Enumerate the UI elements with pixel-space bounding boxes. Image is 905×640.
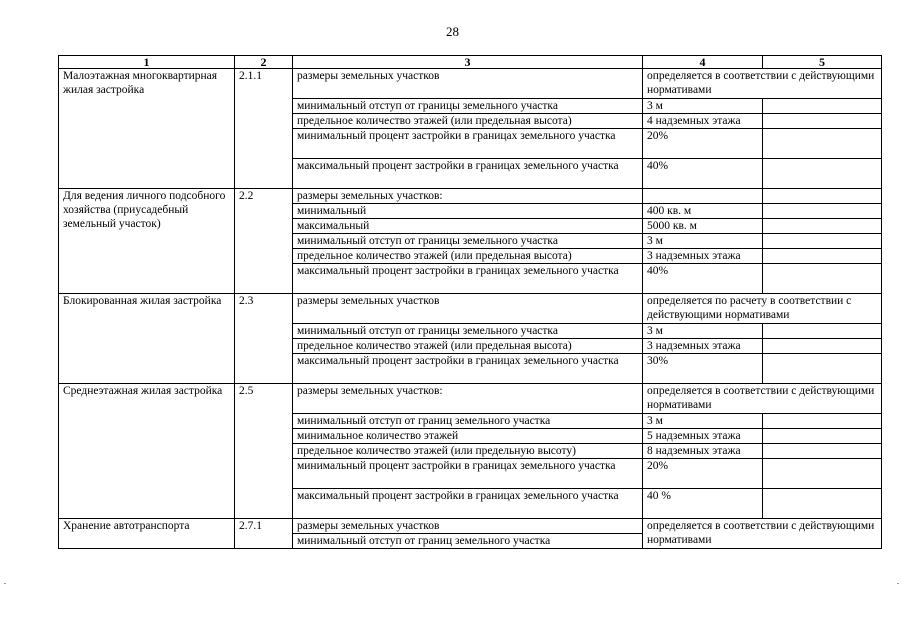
note-cell <box>763 159 882 189</box>
parameter-cell: минимальный отступ от границ земельного участка <box>293 414 643 429</box>
note-cell <box>763 339 882 354</box>
land-use-code: 2.2 <box>235 189 293 294</box>
value-cell: 20% <box>643 459 763 489</box>
value-cell: 5 надземных этажа <box>643 429 763 444</box>
land-use-name: Блокированная жилая застройка <box>59 294 235 384</box>
parameter-cell: минимальный отступ от границ земельного участка <box>293 534 643 549</box>
note-cell <box>763 459 882 489</box>
table-row <box>59 69 882 99</box>
value-cell: определяется в соответствии с действующими нормативами <box>643 384 882 414</box>
note-cell <box>763 444 882 459</box>
value-cell: 4 надземных этажа <box>643 114 763 129</box>
table-row <box>59 519 882 534</box>
page-number: 28 <box>446 24 459 39</box>
parameter-cell: максимальный процент застройки в границах земельного участка <box>293 489 643 519</box>
land-use-code: 2.5 <box>235 384 293 519</box>
value-cell: 30% <box>643 354 763 384</box>
header-col-3: 3 <box>293 56 643 69</box>
value-cell: 5000 кв. м <box>643 219 763 234</box>
note-cell <box>763 234 882 249</box>
parameter-cell: минимальный отступ от границы земельного участка <box>293 234 643 249</box>
header-col-1: 1 <box>59 56 235 69</box>
parameter-cell: максимальный процент застройки в границах земельного участка <box>293 159 643 189</box>
land-use-table <box>58 55 882 549</box>
parameter-cell: размеры земельных участков <box>293 519 643 534</box>
value-cell: определяется по расчету в соответствии с действующими нормативами <box>643 294 882 324</box>
land-use-name: Для ведения личного подсобного хозяйства (приусадебный земельный участок) <box>59 189 235 294</box>
table-body <box>59 69 882 549</box>
value-cell: 40 % <box>643 489 763 519</box>
parameter-cell: предельное количество этажей (или предельную высоту) <box>293 444 643 459</box>
note-cell <box>763 129 882 159</box>
value-cell: 3 м <box>643 324 763 339</box>
table-row <box>59 384 882 414</box>
value-cell <box>643 189 763 204</box>
note-cell <box>763 489 882 519</box>
parameter-cell: минимальный отступ от границы земельного участка <box>293 99 643 114</box>
parameter-cell: максимальный процент застройки в границах земельного участка <box>293 354 643 384</box>
header-row <box>59 56 882 69</box>
parameter-cell: размеры земельных участков: <box>293 189 643 204</box>
scan-mark-left <box>4 583 6 584</box>
parameter-cell: максимальный <box>293 219 643 234</box>
parameter-cell: размеры земельных участков: <box>293 384 643 414</box>
parameter-cell: предельное количество этажей (или предельная высота) <box>293 339 643 354</box>
note-cell <box>763 324 882 339</box>
note-cell <box>763 429 882 444</box>
parameter-cell: размеры земельных участков <box>293 69 643 99</box>
header-col-5: 5 <box>763 56 882 69</box>
value-cell: 40% <box>643 264 763 294</box>
land-use-name: Среднеэтажная жилая застройка <box>59 384 235 519</box>
value-cell: 20% <box>643 129 763 159</box>
parameter-cell: предельное количество этажей (или предельная высота) <box>293 249 643 264</box>
parameter-cell: предельное количество этажей (или предельная высота) <box>293 114 643 129</box>
note-cell <box>763 414 882 429</box>
note-cell <box>763 114 882 129</box>
note-cell <box>763 189 882 204</box>
value-cell: 3 м <box>643 99 763 114</box>
table-row <box>59 189 882 204</box>
value-cell: 3 м <box>643 414 763 429</box>
parameter-cell: минимальный отступ от границы земельного участка <box>293 324 643 339</box>
parameter-cell: минимальный <box>293 204 643 219</box>
land-use-code: 2.3 <box>235 294 293 384</box>
note-cell <box>763 99 882 114</box>
value-cell: 8 надземных этажа <box>643 444 763 459</box>
parameter-cell: минимальное количество этажей <box>293 429 643 444</box>
header-col-4: 4 <box>643 56 763 69</box>
value-cell: 40% <box>643 159 763 189</box>
value-cell: 3 надземных этажа <box>643 339 763 354</box>
parameter-cell: максимальный процент застройки в границах земельного участка <box>293 264 643 294</box>
parameter-cell: минимальный процент застройки в границах земельного участка <box>293 459 643 489</box>
table-row <box>59 294 882 324</box>
land-use-name: Хранение автотранспорта <box>59 519 235 549</box>
parameter-cell: минимальный процент застройки в границах земельного участка <box>293 129 643 159</box>
note-cell <box>763 219 882 234</box>
note-cell <box>763 264 882 294</box>
land-use-code: 2.1.1 <box>235 69 293 189</box>
parameter-cell: размеры земельных участков <box>293 294 643 324</box>
land-use-code: 2.7.1 <box>235 519 293 549</box>
note-cell <box>763 249 882 264</box>
note-cell <box>763 354 882 384</box>
value-cell: 3 надземных этажа <box>643 249 763 264</box>
value-cell: 400 кв. м <box>643 204 763 219</box>
value-cell: определяется в соответствии с действующими нормативами <box>643 69 882 99</box>
land-use-name: Малоэтажная многоквартирная жилая застройка <box>59 69 235 189</box>
value-cell: 3 м <box>643 234 763 249</box>
value-cell: определяется в соответствии с действующими нормативами <box>643 519 882 549</box>
header-col-2: 2 <box>235 56 293 69</box>
scan-mark-right <box>897 583 899 584</box>
note-cell <box>763 204 882 219</box>
